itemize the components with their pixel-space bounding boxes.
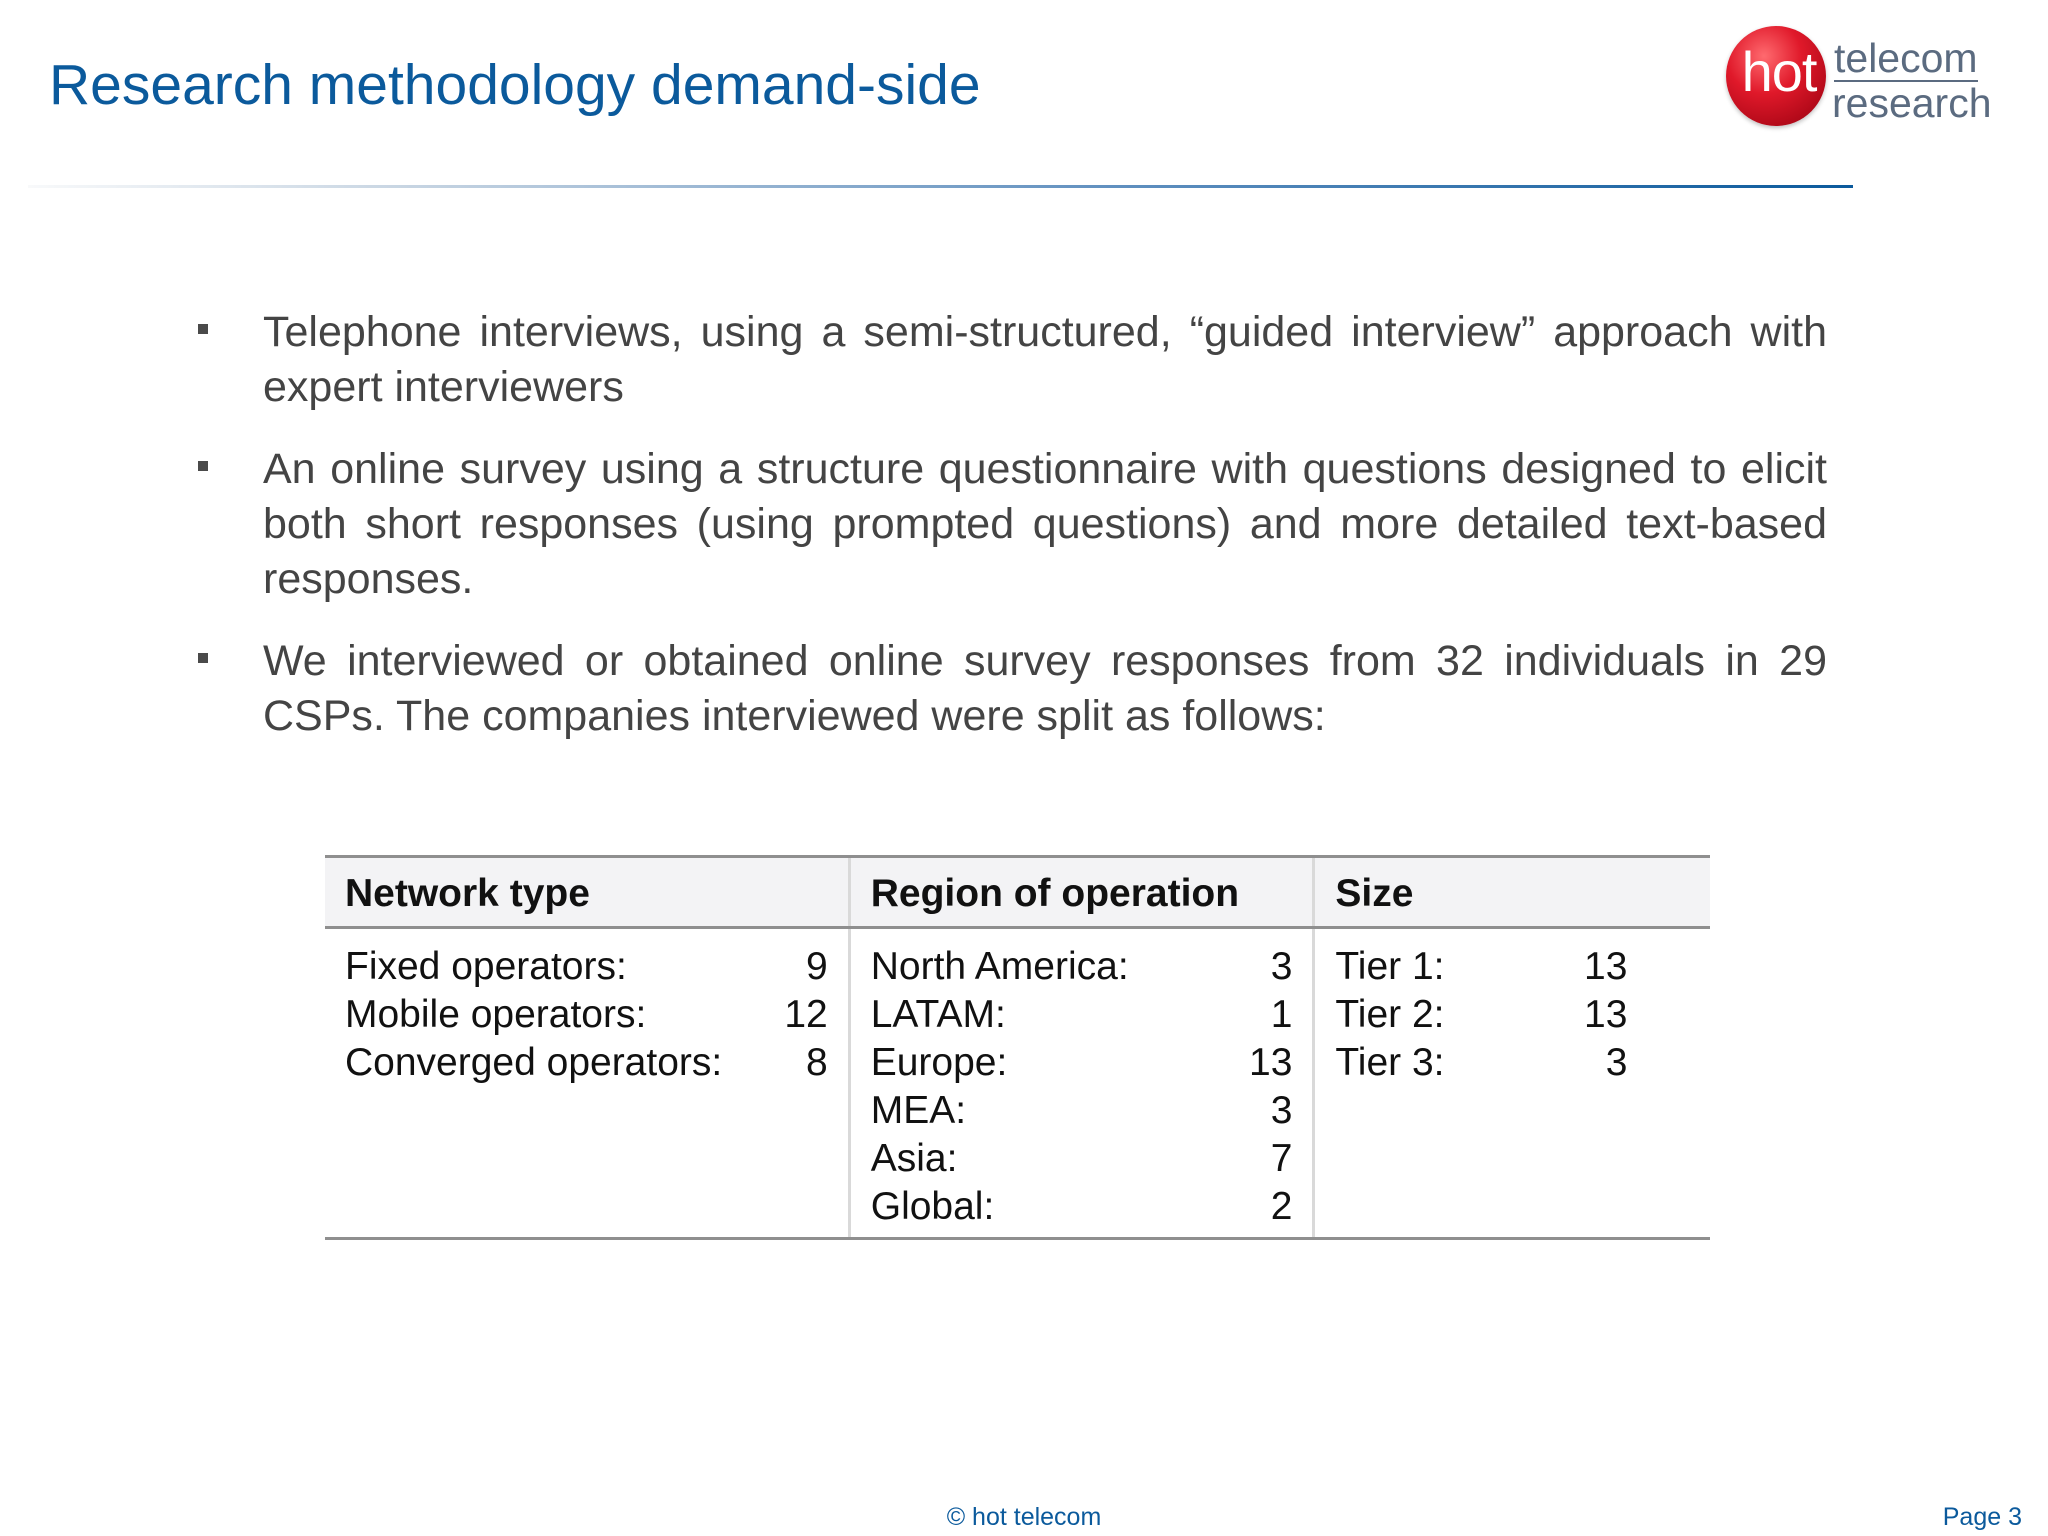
region-cell <box>849 928 1314 1239</box>
bullet-text: An online survey using a structure questionnaire with questions designed to elicit both short responses (using prompted questions) and more detailed text-based responses. <box>263 445 1827 603</box>
item-label: Mobile operators: <box>345 993 647 1036</box>
size-cell <box>1314 928 1710 1239</box>
table-header-row <box>325 857 1710 928</box>
item-value: 8 <box>806 1041 828 1084</box>
header-network-type: Network type <box>325 857 849 928</box>
size-item <box>1335 943 1627 991</box>
square-bullet-icon <box>198 324 208 334</box>
item-label: LATAM: <box>870 993 1006 1036</box>
bullet-item-online-survey <box>195 442 1827 607</box>
item-value: 3 <box>1270 1089 1293 1132</box>
slide-title: Research methodology demand-side <box>49 53 981 117</box>
item-value: 7 <box>1270 1137 1293 1180</box>
item-label: North America: <box>870 945 1129 988</box>
item-label: MEA: <box>870 1089 967 1132</box>
size-item <box>1335 991 1627 1039</box>
network-type-item <box>345 943 828 991</box>
logo-research-text: research <box>1832 80 1992 126</box>
item-value: 13 <box>1584 993 1628 1036</box>
header-size: Size <box>1314 857 1710 928</box>
bullet-text: Telephone interviews, using a semi-structured, “guided interview” approach with expert interviewers <box>263 308 1827 411</box>
item-value: 1 <box>1270 993 1293 1036</box>
region-item <box>871 1039 1293 1087</box>
item-label: Europe: <box>870 1041 1008 1084</box>
square-bullet-icon <box>198 461 208 471</box>
region-item <box>871 1135 1293 1183</box>
region-item <box>871 943 1293 991</box>
item-value: 9 <box>806 945 828 988</box>
footer-page-number: Page 3 <box>1942 1503 2022 1531</box>
region-item <box>871 991 1293 1039</box>
footer-copyright: © hot telecom <box>946 1503 1102 1531</box>
item-label: Tier 3: <box>1335 1041 1445 1084</box>
item-label: Tier 1: <box>1335 945 1445 988</box>
item-label: Converged operators: <box>345 1041 723 1084</box>
item-value: 3 <box>1605 1041 1628 1084</box>
network-type-cell <box>325 928 849 1239</box>
logo-red-ball-icon <box>1726 26 1826 126</box>
item-label: Global: <box>870 1185 995 1228</box>
hot-telecom-research-logo <box>1726 26 2016 130</box>
network-type-item <box>345 991 828 1039</box>
square-bullet-icon <box>198 653 208 663</box>
company-split-table <box>325 855 1710 1240</box>
item-value: 13 <box>1584 945 1628 988</box>
item-value: 12 <box>784 993 828 1036</box>
title-divider <box>28 185 1853 188</box>
bullet-item-responses <box>195 634 1827 744</box>
item-value: 3 <box>1270 945 1293 988</box>
bullet-text: We interviewed or obtained online survey responses from 32 individuals in 29 CSPs. The companies interviewed were split as follows: <box>263 637 1827 740</box>
logo-telecom-text: telecom <box>1834 35 1978 81</box>
item-label: Fixed operators: <box>345 945 627 988</box>
bullet-item-telephone-interviews <box>195 305 1827 415</box>
region-item <box>871 1183 1293 1231</box>
network-type-item <box>345 1039 828 1087</box>
region-item <box>871 1087 1293 1135</box>
item-value: 13 <box>1249 1041 1293 1084</box>
item-label: Tier 2: <box>1335 993 1445 1036</box>
item-label: Asia: <box>870 1137 958 1180</box>
logo-hot-text: hot <box>1741 40 1817 103</box>
item-value: 2 <box>1270 1185 1293 1228</box>
header-region-of-operation: Region of operation <box>849 857 1314 928</box>
table-row <box>325 928 1710 1239</box>
methodology-bullet-list <box>195 305 1827 771</box>
size-item <box>1335 1039 1627 1087</box>
